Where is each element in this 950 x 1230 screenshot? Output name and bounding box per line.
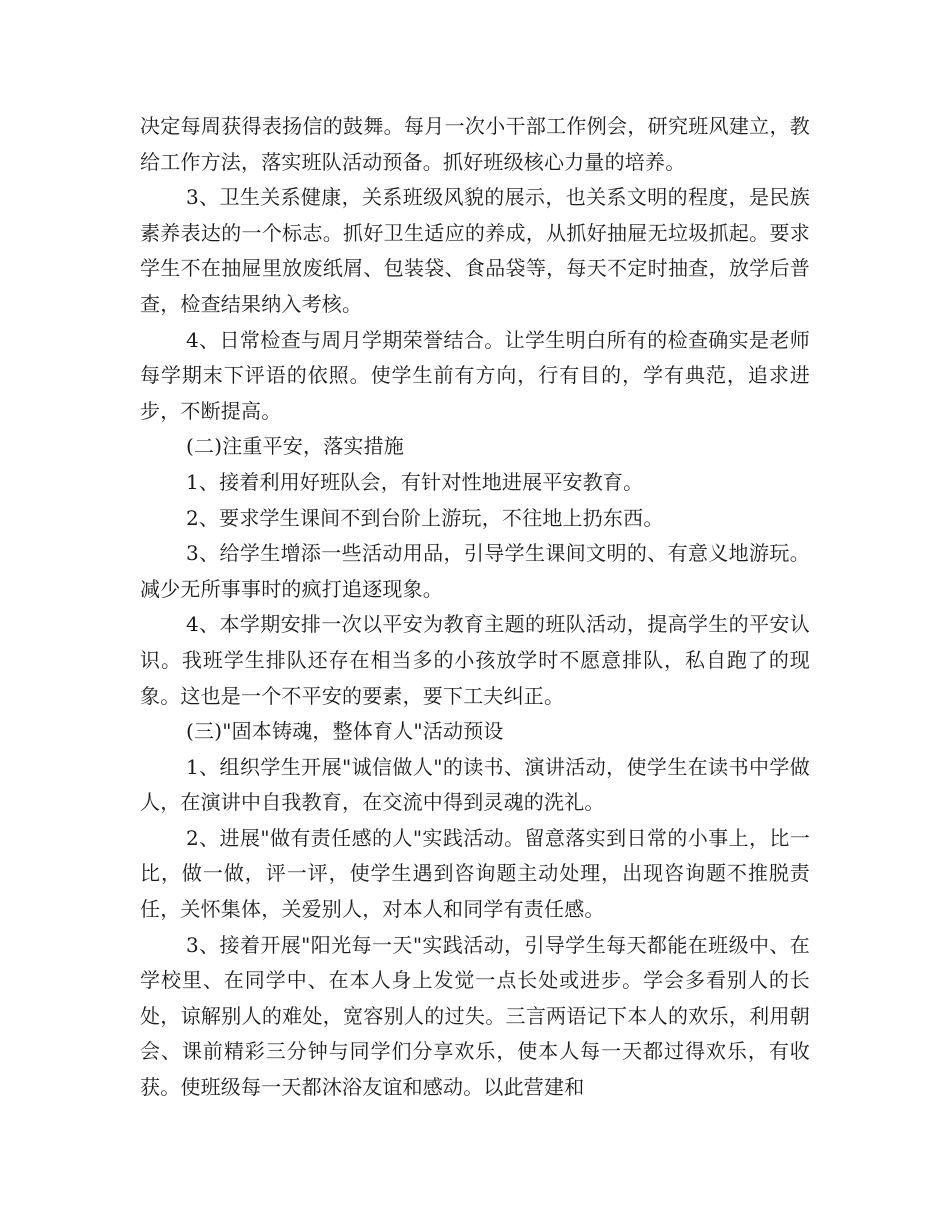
section-heading-2: (二)注重平安，落实措施 — [186, 434, 405, 459]
paragraph-6: 2、要求学生课间不到台阶上游玩，不往地上扔东西。 — [186, 505, 664, 530]
section-heading-3: (三)"固本铸魂，整体育人"活动预设 — [186, 719, 504, 744]
document-body — [140, 109, 810, 1106]
paragraph-7: 3、给学生增添一些活动用品，引导学生课间文明的、有意义地游玩。减少无所事事时的疯打追逐现象。 — [140, 541, 810, 601]
paragraph-5: 1、接着利用好班队会，有针对性地进展平安教育。 — [186, 469, 644, 494]
paragraph-12: 3、接着开展"阳光每一天"实践活动，引导学生每天都能在班级中、在学校里、在同学中、在本人身上发觉一点长处或进步。学会多看别人的长处，谅解别人的难处，宽容别人的过失。三言两语记下本人的欢乐，利用朝会、课前精彩三分钟与同学们分享欢乐，使本人每一天都过得欢乐，有收获。使班级每一天都沐浴友谊和感动。以此营建和 — [140, 932, 810, 1100]
paragraph-10: 1、组织学生开展"诚信做人"的读书、演讲活动，使学生在读书中学做人，在演讲中自我教育，在交流中得到灵魂的洗礼。 — [140, 754, 810, 815]
paragraph-2: 3、卫生关系健康，关系班级风貌的展示，也关系文明的程度，是民族素养表达的一个标志。抓好卫生适应的养成，从抓好抽屉无垃圾抓起。要求学生不在抽屉里放废纸屑、包装袋、食品袋等，每天不定时抽查，放学后普查，检查结果纳入考核。 — [140, 185, 810, 316]
paragraph-11: 2、进展"做有责任感的人"实践活动。留意落实到日常的小事上，比一比，做一做，评一评，使学生遇到咨询题主动处理，出现咨询题不推脱责任，关怀集体，关爱别人，对本人和同学有责任感。 — [140, 825, 810, 922]
paragraph-1: 决定每周获得表扬信的鼓舞。每月一次小干部工作例会，研究班风建立，教给工作方法，落实班队活动预备。抓好班级核心力量的培养。 — [140, 114, 810, 174]
paragraph-8: 4、本学期安排一次以平安为教育主题的班队活动，提高学生的平安认识。我班学生排队还存在相当多的小孩放学时不愿意排队，私自跑了的现象。这也是一个不平安的要素，要下工夫纠正。 — [140, 612, 810, 708]
paragraph-3: 4、日常检查与周月学期荣誉结合。让学生明白所有的检查确实是老师每学期末下评语的依照。使学生前有方向，行有目的，学有典范，追求进步，不断提高。 — [140, 327, 810, 423]
